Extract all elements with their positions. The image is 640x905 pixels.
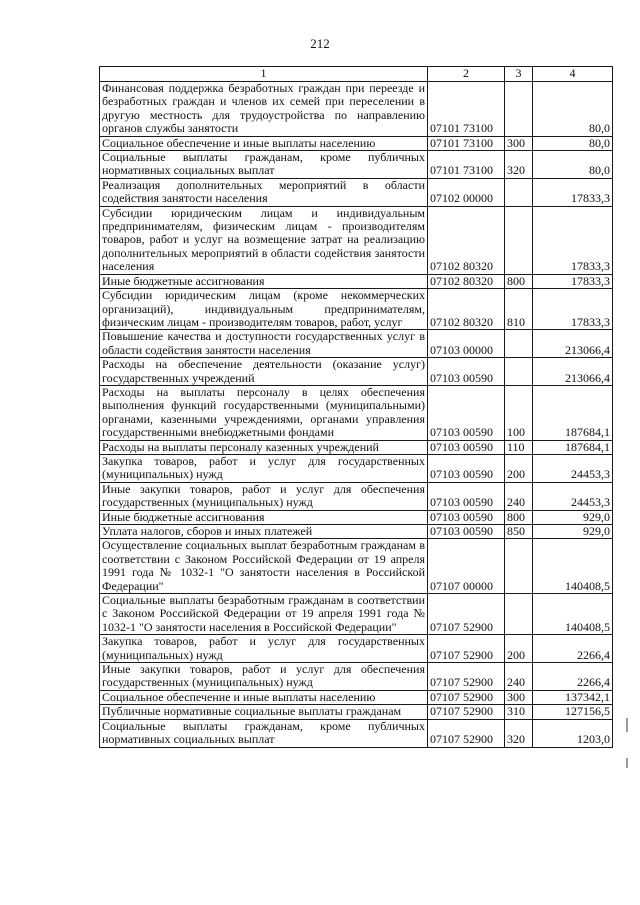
table-row	[100, 525, 613, 539]
row-expense-type: 320	[505, 151, 533, 179]
row-amount: 80,0	[533, 151, 613, 179]
row-amount: 80,0	[533, 82, 613, 137]
row-description: Субсидии юридическим лицам и индивидуальным предпринимателям, физическим лицам - производителям товаров, работ и услуг на возмещение затрат на реализацию дополнительных мероприятий в области содействия занятости населения	[100, 206, 428, 274]
row-amount: 17833,3	[533, 289, 613, 330]
row-expense-type	[505, 178, 533, 206]
table-row	[100, 690, 613, 704]
row-description: Уплата налогов, сборов и иных платежей	[100, 525, 428, 539]
row-code: 07102 00000	[428, 178, 505, 206]
table-row	[100, 510, 613, 524]
table-row	[100, 330, 613, 358]
row-expense-type: 810	[505, 289, 533, 330]
row-description: Иные бюджетные ассигнования	[100, 510, 428, 524]
row-description: Расходы на выплаты персоналу в целях обеспечения выполнения функций государственными (муниципальными) органами, казенными учреждениями, органами управления государственными внебюджетными фондами	[100, 385, 428, 440]
row-expense-type: 200	[505, 454, 533, 482]
table-row	[100, 594, 613, 635]
row-code: 07103 00590	[428, 440, 505, 454]
row-amount: 929,0	[533, 525, 613, 539]
row-expense-type: 320	[505, 719, 533, 747]
row-code: 07107 52900	[428, 719, 505, 747]
row-expense-type: 300	[505, 690, 533, 704]
row-code: 07103 00590	[428, 454, 505, 482]
table-row	[100, 635, 613, 663]
table-row	[100, 289, 613, 330]
row-code: 07101 73100	[428, 151, 505, 179]
row-expense-type: 800	[505, 274, 533, 288]
row-code: 07102 80320	[428, 274, 505, 288]
row-code: 07107 52900	[428, 594, 505, 635]
row-code: 07103 00000	[428, 330, 505, 358]
row-code: 07103 00590	[428, 510, 505, 524]
row-description: Осуществление социальных выплат безработным гражданам в соответствии с Законом Российской Федерации от 19 апреля 1991 года № 1032-1 "О занятости населения в Российской Федерации"	[100, 539, 428, 594]
row-description: Закупка товаров, работ и услуг для государственных (муниципальных) нужд	[100, 635, 428, 663]
row-expense-type: 240	[505, 663, 533, 691]
table-row	[100, 82, 613, 137]
table-row	[100, 385, 613, 440]
row-code: 07107 52900	[428, 635, 505, 663]
row-description: Социальные выплаты гражданам, кроме публичных нормативных социальных выплат	[100, 151, 428, 179]
scan-mark	[626, 718, 628, 732]
row-description: Расходы на выплаты персоналу казенных учреждений	[100, 440, 428, 454]
table-row	[100, 539, 613, 594]
row-amount: 127156,5	[533, 705, 613, 719]
row-description: Закупка товаров, работ и услуг для государственных (муниципальных) нужд	[100, 454, 428, 482]
row-expense-type	[505, 330, 533, 358]
row-code: 07107 52900	[428, 690, 505, 704]
table-row	[100, 663, 613, 691]
row-expense-type	[505, 594, 533, 635]
table-body	[100, 67, 613, 748]
row-amount: 187684,1	[533, 440, 613, 454]
row-expense-type	[505, 82, 533, 137]
table-row	[100, 454, 613, 482]
row-description: Социальное обеспечение и иные выплаты населению	[100, 690, 428, 704]
table-row	[100, 482, 613, 510]
table-row	[100, 206, 613, 274]
column-header-4: 4	[533, 67, 613, 82]
column-header-3: 3	[505, 67, 533, 82]
row-code: 07107 00000	[428, 539, 505, 594]
table-row	[100, 358, 613, 386]
row-amount: 140408,5	[533, 594, 613, 635]
row-amount: 213066,4	[533, 358, 613, 386]
row-code: 07102 80320	[428, 289, 505, 330]
row-expense-type	[505, 539, 533, 594]
row-code: 07103 00590	[428, 385, 505, 440]
row-amount: 2266,4	[533, 663, 613, 691]
row-expense-type	[505, 206, 533, 274]
row-code: 07103 00590	[428, 482, 505, 510]
row-amount: 929,0	[533, 510, 613, 524]
table-row	[100, 151, 613, 179]
row-expense-type: 100	[505, 385, 533, 440]
row-description: Повышение качества и доступности государственных услуг в области содействия занятости населения	[100, 330, 428, 358]
row-description: Реализация дополнительных мероприятий в области содействия занятости населения	[100, 178, 428, 206]
row-code: 07107 52900	[428, 663, 505, 691]
row-amount: 213066,4	[533, 330, 613, 358]
table-header-row	[100, 67, 613, 82]
scan-mark	[626, 758, 628, 768]
table-row	[100, 274, 613, 288]
row-expense-type: 110	[505, 440, 533, 454]
row-code: 07102 80320	[428, 206, 505, 274]
row-expense-type: 800	[505, 510, 533, 524]
row-description: Иные закупки товаров, работ и услуг для обеспечения государственных (муниципальных) нужд	[100, 482, 428, 510]
row-description: Социальное обеспечение и иные выплаты населению	[100, 136, 428, 150]
row-amount: 2266,4	[533, 635, 613, 663]
column-header-1: 1	[100, 67, 428, 82]
table-row	[100, 440, 613, 454]
row-code: 07107 52900	[428, 705, 505, 719]
row-expense-type: 300	[505, 136, 533, 150]
row-amount: 187684,1	[533, 385, 613, 440]
row-amount: 17833,3	[533, 178, 613, 206]
column-header-2: 2	[428, 67, 505, 82]
row-code: 07101 73100	[428, 136, 505, 150]
row-amount: 24453,3	[533, 482, 613, 510]
row-description: Расходы на обеспечение деятельности (оказание услуг) государственных учреждений	[100, 358, 428, 386]
row-amount: 80,0	[533, 136, 613, 150]
row-description: Финансовая поддержка безработных граждан при переезде и безработных граждан и членов их семей при переселении в другую местность для трудоустройства по направлению органов службы занятости	[100, 82, 428, 137]
row-description: Публичные нормативные социальные выплаты гражданам	[100, 705, 428, 719]
table-row	[100, 136, 613, 150]
row-expense-type: 200	[505, 635, 533, 663]
row-expense-type	[505, 358, 533, 386]
row-description: Иные бюджетные ассигнования	[100, 274, 428, 288]
table-row	[100, 719, 613, 747]
row-amount: 24453,3	[533, 454, 613, 482]
page-number: 212	[310, 36, 330, 51]
row-description: Социальные выплаты гражданам, кроме публичных нормативных социальных выплат	[100, 719, 428, 747]
row-amount: 137342,1	[533, 690, 613, 704]
table-row	[100, 178, 613, 206]
budget-table	[99, 66, 613, 748]
row-expense-type: 240	[505, 482, 533, 510]
row-expense-type: 310	[505, 705, 533, 719]
row-code: 07103 00590	[428, 358, 505, 386]
row-code: 07101 73100	[428, 82, 505, 137]
row-amount: 17833,3	[533, 274, 613, 288]
row-amount: 140408,5	[533, 539, 613, 594]
row-description: Иные закупки товаров, работ и услуг для обеспечения государственных (муниципальных) нужд	[100, 663, 428, 691]
row-amount: 17833,3	[533, 206, 613, 274]
row-description: Субсидии юридическим лицам (кроме некоммерческих организаций), индивидуальным предпринимателям, физическим лицам - производителям товаров, работ, услуг	[100, 289, 428, 330]
row-description: Социальные выплаты безработным гражданам в соответствии с Законом Российской Федерации от 19 апреля 1991 года № 1032-1 "О занятости населения в Российской Федерации"	[100, 594, 428, 635]
row-amount: 1203,0	[533, 719, 613, 747]
row-code: 07103 00590	[428, 525, 505, 539]
table-row	[100, 705, 613, 719]
row-expense-type: 850	[505, 525, 533, 539]
